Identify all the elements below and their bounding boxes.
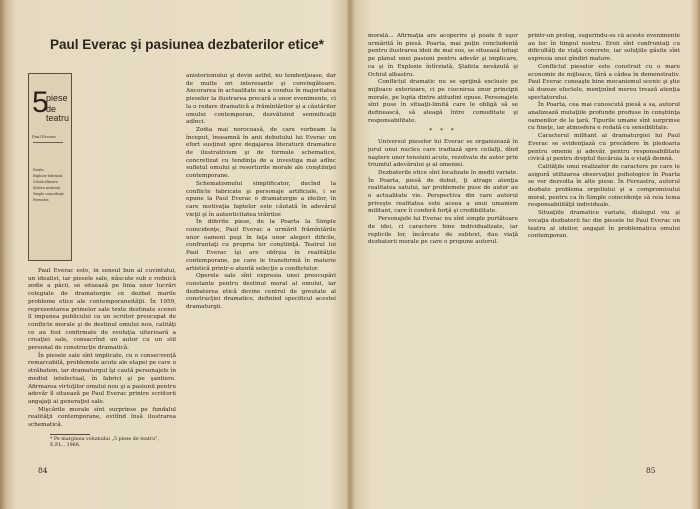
right-column-2	[528, 33, 680, 453]
left-column-2	[186, 73, 336, 453]
paragraph: Zodia mai norocoasă, de care vorbeam la început, înseamnă în anii debutului lui Everac un efort susţinut spre degajarea literaturii dramatice de ilustrativism şi de formule schematice, concretizat cu tendinţa de a investiga mai adînc sufletul omului şi resorturile morale ale conştiinţei contemporane.	[186, 126, 336, 180]
cover-number: 5	[32, 86, 49, 119]
paragraph: În piesele sale sînt implicate, cu o consecvenţă remarcabilă, problemele acute ale etapei pe care o străbatem, iar dramaturgul îşi caută personajele în mediul intelectual, în fabrici şi pe şantiere. Afirmarea virtuţilor omului nou şi a pasiunii pentru adevăr îl situează pe Paul Everac printre scriitorii angajaţi ai generaţiei sale.	[28, 352, 176, 405]
page-number: 85	[646, 466, 656, 475]
paragraph: Operele sale sînt expresia unei preocupări constante pentru destinul moral al omului, iar dezbaterea etică devine centrul de greutate al construcţiei dramatice, definind specificul acestei dramaturgii.	[186, 273, 336, 311]
article-title: Paul Everac şi pasiunea dezbaterilor etice*	[50, 37, 324, 52]
section-separator: * * *	[429, 128, 457, 135]
cover-contents-item: Simple coincidenţe	[33, 192, 64, 196]
cover-contents-item: Ochiul albastru	[33, 180, 58, 184]
paragraph: Universul pieselor lui Everac se organizează în jurul unui nucleu care iradiază spre ceilalţi, dînd naştere unor tensiuni acute, rezolvate de autor prin triumful adevărului şi al omeniei.	[368, 139, 518, 169]
cover-title-line1: piese	[46, 93, 68, 103]
paragraph: În Poarta, cea mai cunoscută piesă a sa, autorul analizează mutaţiile profunde produse în conştiinţa oamenilor de la ţară. Tipurile umane sînt surprinse cu fineţe, iar atmosfera e redată cu sensibilitate.	[528, 102, 680, 132]
paragraph: Paul Everac este, în sensul bun al cuvîntului, un idealist, iar piesele sale, născute sub o rodnică zodie a păcii, se situează pe linia unor lucrări colegiale de dramaturgie ce dezbat marile probleme etice ale contemporaneităţii. În 1959, reprezentarea primelor sale texte destinate scenei îl impunea publicului ca un scriitor preocupat de conflicte morale şi de destinul omului nou, calităţi ce au fost confirmate de evoluţia ulterioară a creaţiei sale, consacrînd un autor cu un stil personal de construcţie dramatică.	[28, 268, 176, 352]
paragraph: Situaţiile dramatice variate, dialogul viu şi vocaţia dezbaterii fac din piesele lui Paul Everac un teatru al ideilor, angajat în problematica omului contemporan.	[528, 210, 680, 240]
paragraph: Mişcările morale sînt surprinse pe fundalul realităţii contemporane, evitînd însă ilustrarea schematică.	[28, 406, 176, 429]
paragraph: Conflictul pieselor este construit cu o mare economie de mijloace, fără a cădea în demonstrativ. Paul Everac cunoaşte bine mecanismul scenic şi ştie să dozeze efectele, menţinînd mereu trează atenţia spectatorului.	[528, 63, 680, 101]
cover-contents-item: Explozie întîrziată	[33, 174, 63, 178]
paragraph: printr-un prolog, sugerîndu-se că aceste evenimente au loc în timpul nostru. Eroii sînt confruntaţi cu dificultăţi de viaţă concrete, iar soluţiile găsite sînt expresia unei gîndiri mature.	[528, 33, 680, 63]
paragraph: În diferite piese, de la Poarta la Simple coincidenţe, Paul Everac a urmărit frămîntările unor oameni puşi în faţa unor alegeri dificile, confruntaţi cu propria lor conştiinţă. Teatrul lui Paul Everac îşi are obîrşia în realităţile contemporane, pe care le transformă în materie artistică printr-o atentă selecţie a conflictelor.	[186, 219, 336, 272]
cover-divider	[33, 142, 63, 143]
paragraph: morală... Afirmaţia are acoperire şi poate fi uşor urmărită în piesă. Poarta, mai puţin concludentă pentru ilustrarea ideii de mai sus, se situează totuşi pe planul unei pasiuni pentru adevăr şi implicare, ca şi în Explozie întîrziată, Ştafeta nevăzută şi Ochiul albastru.	[368, 33, 518, 78]
right-page	[356, 0, 696, 509]
paragraph: Calităţile unui realizator de caractere pe care le asigură utilizarea observaţiei psihologice în Poarta se vor dezvolta în alte piese. În Fereastra, autorul dezbate problema orgoliului şi a compromisului moral, pentru ca în Simple coincidenţe să reia tema responsabilităţii individuale.	[528, 163, 680, 209]
paragraph: Caracterul militant al dramaturgiei lui Paul Everac se evidenţiază cu precădere în pledoaria pentru omenie şi adevăr, pentru responsabilitate civică şi pentru dreptul fiecăruia la o viaţă demnă.	[528, 133, 680, 163]
cover-contents-item: Poarta	[33, 168, 44, 172]
cover-contents	[33, 167, 69, 203]
book-cover-image	[28, 73, 72, 261]
page-number: 84	[38, 466, 48, 475]
paragraph: Conflictul dramatic nu se sprijină exclusiv pe mijloace exterioare, ci pe ciocnirea unor principii morale, pe lupta dintre atitudini opuse. Personajele sînt puse în situaţii-limită care le obligă să se definească, să aleagă între comoditate şi responsabilitate.	[368, 79, 518, 124]
left-page	[10, 0, 345, 509]
cover-author: Paul Everac	[32, 134, 57, 139]
cover-contents-item: Fereastra	[33, 198, 49, 202]
footnote: * Pe marginea volumului „5 piese de teatru", E.P.L., 1966.	[50, 437, 159, 449]
paragraph: Dezbaterile etice sînt localizate în medii variate. În Poarta, piesă de debut, ţi atrage atenţia realitatea satului, iar problemele puse de autor au o actualitate vie. Perspectiva din care autorul priveşte realitatea este aceea a unui umanism militant, care îi conferă forţă şi credibilitate.	[368, 169, 518, 215]
left-column-1	[28, 268, 176, 430]
footnote-rule	[50, 434, 90, 435]
cover-title-line2: de teatru	[46, 104, 70, 123]
paragraph: anistorismului şi devin astfel, nu tendenţioase, dar de multe ori interesante şi convingătoare. Ancorarea în actualitate nu a condus în majoritatea pieselor la ilustrarea precară a unor evenimente, ci la o redare dramatică a frămîntărilor şi a căutărilor omului contemporan, dezvăluind semnificaţii adînci.	[186, 73, 336, 126]
cover-contents-item: Ştafeta nevăzută	[33, 186, 61, 190]
paragraph: Schematismului simplificator, ducînd la conflicte fabricate şi personaje artificiale, i se opune la Paul Everac o dramaturgie a ideilor, în care motivaţia faptelor este căutată în adevărul vieţii şi în autenticitatea trăirilor.	[186, 180, 336, 218]
paragraph: Personajele lui Everac nu sînt simple purtătoare de idei, ci caractere bine individualizate, iar replicile lor, încărcate de subtext, dau viaţă dezbaterii morale pe care o propune autorul.	[368, 216, 518, 246]
right-column-1	[368, 33, 518, 453]
